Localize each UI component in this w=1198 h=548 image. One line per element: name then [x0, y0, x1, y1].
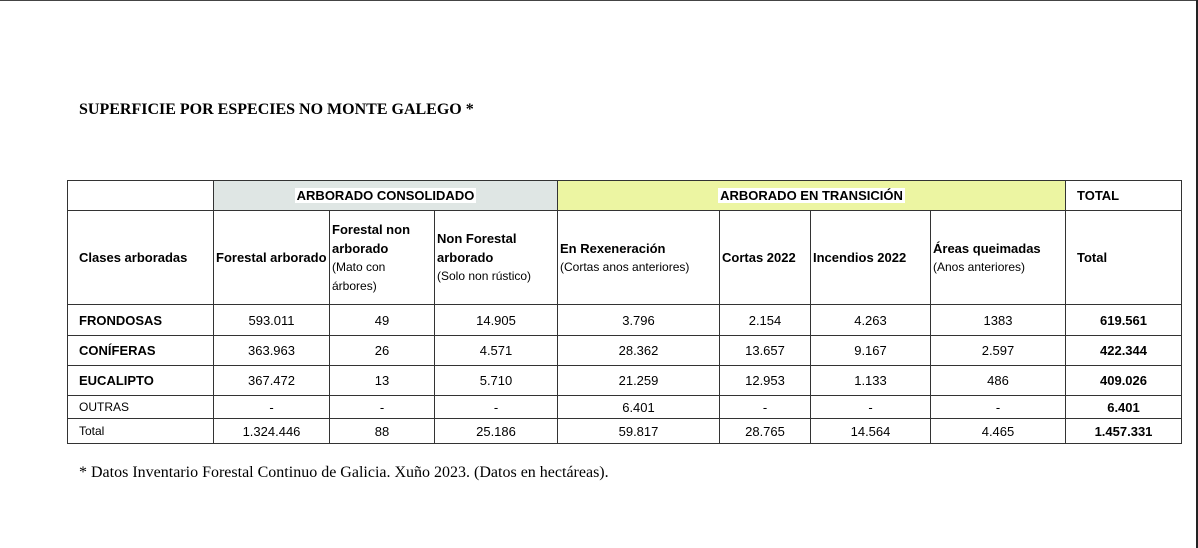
data-cell: 14.564: [811, 419, 931, 444]
column-header: [558, 211, 720, 305]
data-cell: -: [720, 396, 811, 419]
header-main: Áreas queimadas: [933, 240, 1041, 256]
column-header: [811, 211, 931, 305]
group-transicion: [558, 181, 1066, 211]
column-header: [720, 211, 811, 305]
column-header: [435, 211, 558, 305]
header-sub: (Anos anteriores): [933, 259, 1026, 274]
row-total: 1.457.331: [1066, 419, 1182, 444]
data-cell: 3.796: [558, 305, 720, 336]
header-main: Forestal arborado: [216, 250, 327, 265]
row-label: Total: [68, 419, 214, 444]
data-cell: -: [330, 396, 435, 419]
data-cell: 88: [330, 419, 435, 444]
header-main: Forestal non arborado: [332, 221, 411, 256]
page-title: SUPERFICIE POR ESPECIES NO MONTE GALEGO *: [79, 101, 474, 118]
data-cell: 13.657: [720, 336, 811, 366]
data-cell: 593.011: [214, 305, 330, 336]
group-total: TOTAL: [1066, 181, 1182, 211]
column-header: [330, 211, 435, 305]
row-total: 422.344: [1066, 336, 1182, 366]
data-cell: 21.259: [558, 366, 720, 396]
data-cell: 4.465: [931, 419, 1066, 444]
data-cell: -: [214, 396, 330, 419]
data-cell: 9.167: [811, 336, 931, 366]
data-cell: 1.133: [811, 366, 931, 396]
data-cell: 363.963: [214, 336, 330, 366]
header-sub: (Mato con árbores): [332, 259, 386, 293]
data-cell: 367.472: [214, 366, 330, 396]
row-label: CONÍFERAS: [68, 336, 214, 366]
table-row: [68, 366, 1182, 396]
data-cell: 49: [330, 305, 435, 336]
empty-corner-cell: [68, 181, 214, 211]
table-row: [68, 419, 1182, 444]
group-label: ARBORADO EN TRANSICIÓN: [720, 188, 903, 203]
row-total: 409.026: [1066, 366, 1182, 396]
column-header: [1066, 211, 1182, 305]
column-header-row: [68, 211, 1182, 305]
data-cell: -: [435, 396, 558, 419]
table-row: [68, 396, 1182, 419]
data-cell: 26: [330, 336, 435, 366]
row-label: EUCALIPTO: [68, 366, 214, 396]
data-cell: 13: [330, 366, 435, 396]
header-main: Cortas 2022: [722, 250, 796, 265]
footnote: * Datos Inventario Forestal Continuo de Galicia. Xuño 2023. (Datos en hectáreas).: [79, 464, 609, 481]
species-area-table: [67, 180, 1182, 444]
header-main: En Rexeneración: [560, 240, 666, 256]
data-cell: 6.401: [558, 396, 720, 419]
column-header: [214, 211, 330, 305]
page-top-border: [0, 0, 1198, 1]
row-total: 6.401: [1066, 396, 1182, 419]
header-main: Incendios 2022: [813, 250, 907, 265]
data-cell: 28.362: [558, 336, 720, 366]
column-header: [68, 211, 214, 305]
data-cell: 25.186: [435, 419, 558, 444]
header-sub: (Solo non rústico): [437, 269, 532, 283]
data-cell: 14.905: [435, 305, 558, 336]
column-header: [931, 211, 1066, 305]
table-row: [68, 336, 1182, 366]
header-main: Clases arboradas: [79, 250, 188, 265]
group-label: ARBORADO CONSOLIDADO: [296, 188, 475, 203]
data-cell: 5.710: [435, 366, 558, 396]
data-cell: 1383: [931, 305, 1066, 336]
header-main: Total: [1077, 250, 1108, 265]
row-label: FRONDOSAS: [68, 305, 214, 336]
header-main: Non Forestal arborado: [437, 231, 517, 265]
group-header-row: [68, 181, 1182, 211]
group-consolidado: [214, 181, 558, 211]
header-sub: (Cortas anos anteriores): [560, 259, 690, 274]
data-cell: 2.597: [931, 336, 1066, 366]
table-row: [68, 305, 1182, 336]
data-cell: 12.953: [720, 366, 811, 396]
data-cell: -: [931, 396, 1066, 419]
data-cell: 1.324.446: [214, 419, 330, 444]
data-cell: 4.571: [435, 336, 558, 366]
row-total: 619.561: [1066, 305, 1182, 336]
data-cell: 28.765: [720, 419, 811, 444]
data-cell: 4.263: [811, 305, 931, 336]
data-cell: 59.817: [558, 419, 720, 444]
row-label: OUTRAS: [68, 396, 214, 419]
data-cell: -: [811, 396, 931, 419]
data-cell: 2.154: [720, 305, 811, 336]
data-cell: 486: [931, 366, 1066, 396]
